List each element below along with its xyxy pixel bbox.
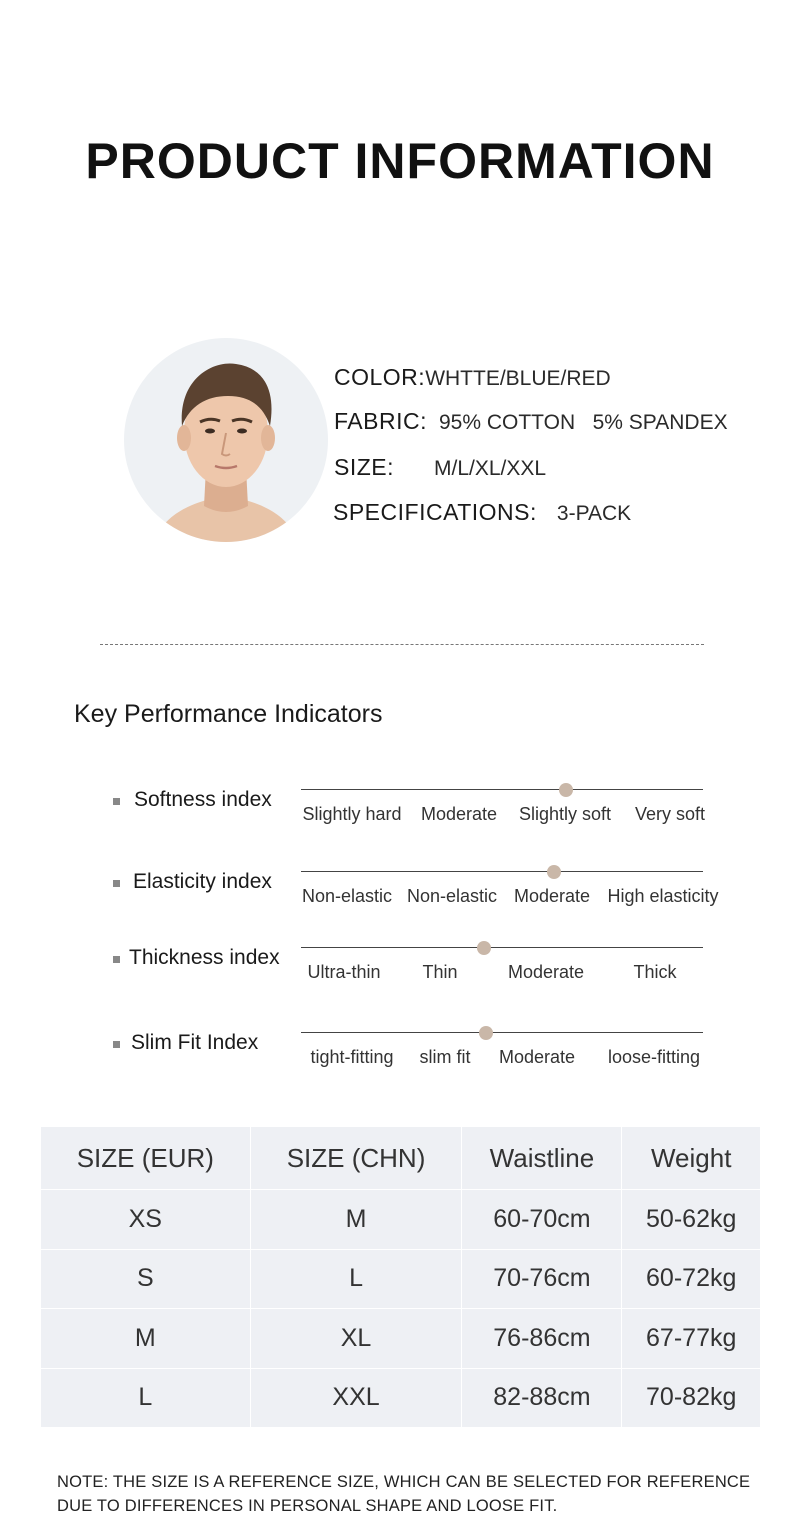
kpi-option-label: Moderate	[507, 962, 585, 982]
color-row	[334, 364, 611, 391]
cell-weight: 70-82kg	[622, 1368, 761, 1428]
kpi-title: Key Performance Indicators	[74, 700, 383, 728]
page-title: PRODUCT INFORMATION	[85, 133, 715, 189]
kpi-name: Elasticity index	[133, 870, 272, 893]
kpi-bullet-icon	[113, 880, 120, 887]
cell-size-chn: L	[250, 1249, 462, 1309]
color-value: WHTTE/BLUE/RED	[425, 367, 611, 390]
fabric-value: 95% COTTON 5% SPANDEX	[438, 411, 728, 434]
kpi-track	[301, 871, 703, 872]
kpi-bullet-icon	[113, 1041, 120, 1048]
kpi-option-label: Slightly soft	[518, 804, 612, 824]
size-table-header	[41, 1127, 761, 1190]
kpi-level-marker	[479, 1026, 493, 1040]
kpi-option-label: Very soft	[634, 804, 706, 824]
kpi-option-label: High elasticity	[607, 886, 719, 906]
size-label: SIZE:	[334, 454, 395, 480]
cell-weight: 67-77kg	[622, 1309, 761, 1369]
kpi-name: Thickness index	[129, 946, 280, 969]
header-size-chn: SIZE (CHN)	[250, 1127, 462, 1190]
kpi-option-label: loose-fitting	[607, 1047, 701, 1067]
cell-size-eur: S	[41, 1249, 251, 1309]
size-value: M/L/XL/XXL	[434, 457, 547, 480]
cell-size-eur: XS	[41, 1190, 251, 1250]
kpi-row	[0, 938, 800, 998]
header-size-eur: SIZE (EUR)	[41, 1127, 251, 1190]
size-table	[40, 1126, 761, 1428]
cell-weight: 50-62kg	[622, 1190, 761, 1250]
cell-waistline: 60-70cm	[462, 1190, 622, 1250]
header-waistline: Waistline	[462, 1127, 622, 1190]
kpi-row	[0, 780, 800, 840]
table-row	[41, 1368, 761, 1428]
kpi-option-label: Thick	[633, 962, 677, 982]
kpi-option-label: Non-elastic	[301, 886, 393, 906]
kpi-name: Slim Fit Index	[131, 1031, 259, 1054]
header-weight: Weight	[622, 1127, 761, 1190]
kpi-option-label: Moderate	[513, 886, 591, 906]
kpi-name: Softness index	[134, 788, 272, 811]
cell-waistline: 70-76cm	[462, 1249, 622, 1309]
table-row	[41, 1249, 761, 1309]
table-row	[41, 1190, 761, 1250]
kpi-track	[301, 1032, 703, 1033]
kpi-option-label: Moderate	[498, 1047, 576, 1067]
kpi-option-label: Slightly hard	[302, 804, 402, 824]
size-note: NOTE: THE SIZE IS A REFERENCE SIZE, WHICH CAN BE SELECTED FOR REFERENCE DUE TO DIFFERENCES IN PERSONAL SHAPE AND LOOSE FIT.	[57, 1473, 751, 1515]
spec-value: 3-PACK	[556, 502, 632, 525]
kpi-level-marker	[477, 941, 491, 955]
model-avatar	[124, 338, 328, 542]
fabric-label: FABRIC:	[334, 408, 427, 434]
kpi-option-label: Non-elastic	[406, 886, 498, 906]
size-row	[334, 454, 546, 481]
cell-size-chn: M	[250, 1190, 462, 1250]
cell-size-eur: L	[41, 1368, 251, 1428]
kpi-option-label: tight-fitting	[310, 1047, 394, 1067]
kpi-option-label: Ultra-thin	[307, 962, 381, 982]
table-row	[41, 1309, 761, 1369]
cell-size-eur: M	[41, 1309, 251, 1369]
cell-size-chn: XXL	[250, 1368, 462, 1428]
kpi-option-label: Thin	[422, 962, 458, 982]
cell-weight: 60-72kg	[622, 1249, 761, 1309]
kpi-level-marker	[559, 783, 573, 797]
fabric-row	[334, 408, 728, 435]
kpi-bullet-icon	[113, 798, 120, 805]
kpi-bullet-icon	[113, 956, 120, 963]
kpi-row	[0, 1023, 800, 1083]
kpi-track	[301, 789, 703, 790]
kpi-level-marker	[547, 865, 561, 879]
kpi-row	[0, 862, 800, 922]
section-divider	[100, 644, 704, 645]
spec-row	[333, 499, 631, 526]
cell-size-chn: XL	[250, 1309, 462, 1369]
color-label: COLOR:	[334, 364, 426, 390]
cell-waistline: 76-86cm	[462, 1309, 622, 1369]
spec-label: SPECIFICATIONS:	[333, 499, 537, 525]
kpi-option-label: slim fit	[419, 1047, 471, 1067]
cell-waistline: 82-88cm	[462, 1368, 622, 1428]
kpi-option-label: Moderate	[420, 804, 498, 824]
kpi-track	[301, 947, 703, 948]
